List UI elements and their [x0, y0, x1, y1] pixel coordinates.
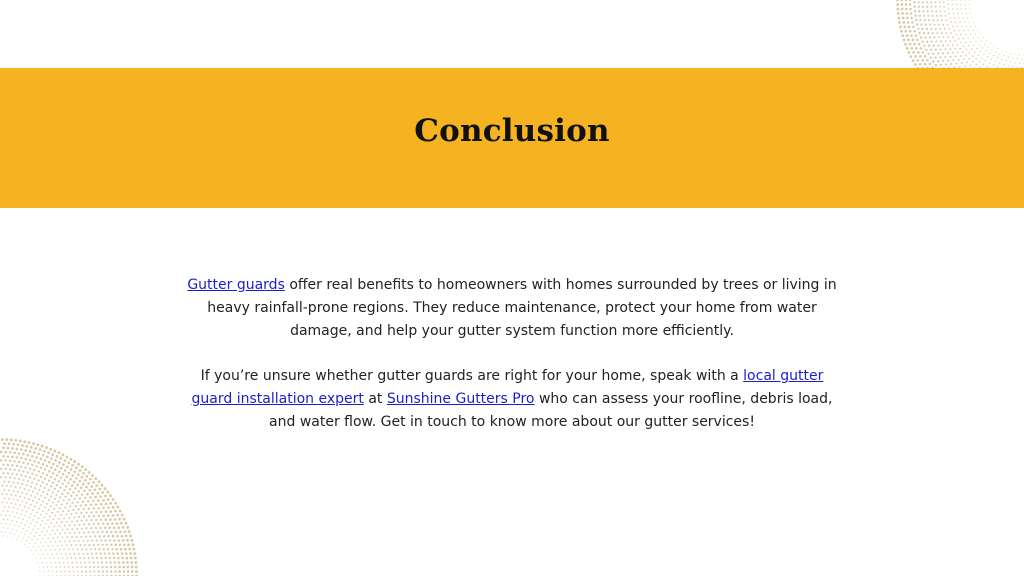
- paragraph-contact-at: at: [363, 390, 387, 407]
- decorative-dots-bottom-left: [0, 436, 150, 576]
- paragraph-contact-intro: If you’re unsure whether gutter guards are right for your home, speak with a: [200, 368, 744, 385]
- sunshine-gutters-pro-link[interactable]: Sunshine Gutters Pro: [386, 390, 535, 407]
- gutter-guards-link[interactable]: Gutter guards: [187, 277, 285, 293]
- slide-title: Conclusion: [414, 113, 610, 149]
- title-banner: [0, 68, 1024, 208]
- conclusion-body: [182, 274, 842, 434]
- dot-pattern-icon: [874, 0, 1024, 70]
- decorative-dots-top-right: [874, 0, 1024, 70]
- installation-expert-link[interactable]: local gutter guard installation expert: [191, 368, 824, 407]
- dot-pattern-icon: [0, 436, 150, 576]
- paragraph-benefits: [182, 274, 842, 342]
- paragraph-contact-outro: who can assess your roofline, debris load, and water flow. Get in touch to know more about our gutter services!: [269, 390, 833, 430]
- paragraph-contact: [182, 365, 842, 433]
- paragraph-benefits-text: offer real benefits to homeowners with homes surrounded by trees or living in heavy rainfall-prone regions. They reduce maintenance, protect your home from water damage, and help your gutter system function more efficiently.: [207, 277, 837, 339]
